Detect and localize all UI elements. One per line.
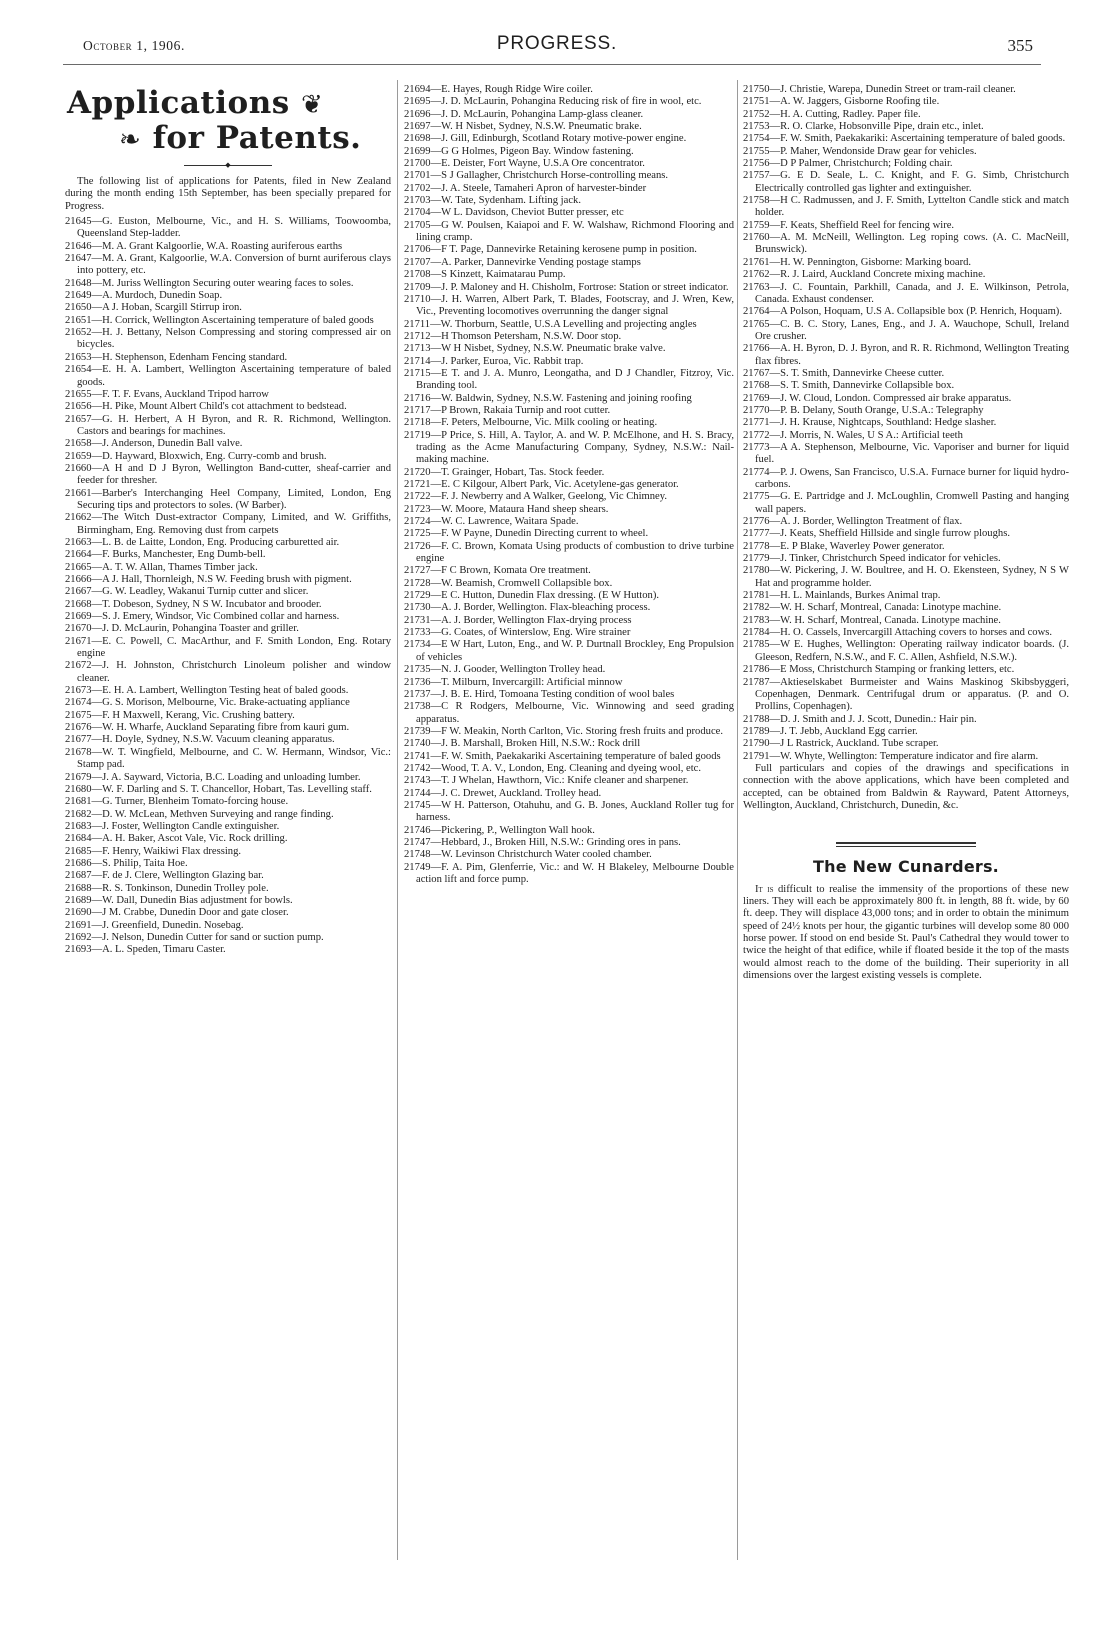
patent-entry: 21784—H. O. Cassels, Invercargill Attaching covers to horses and cows. (743, 627, 1053, 639)
header-rule (63, 64, 1041, 65)
patent-entry: 21720—T. Grainger, Hobart, Tas. Stock feeder. (404, 466, 605, 478)
patent-entry: 21710—J. H. Warren, Albert Park, T. Blades, Footscray, and J. Wren, Kew, Vic., Preventing locomotives overrunning the danger signal (404, 293, 734, 318)
patent-entry: 21690—J M. Crabbe, Dunedin Door and gate closer. (65, 907, 289, 919)
patent-entry: 21740—J. B. Marshall, Broken Hill, N.S.W.: Rock drill (404, 738, 641, 750)
patent-entry: 21721—E. C Kilgour, Albert Park, Vic. Acetylene-gas generator. (404, 479, 679, 490)
patent-entry: 21761—H. W. Pennington, Gisborne: Marking board. (743, 256, 972, 268)
patent-entry: 21676—W. H. Wharfe, Auckland Separating fibre from kauri gum. (65, 722, 350, 734)
patent-entry: 21747—Hebbard, J., Broken Hill, N.S.W.: Grinding ores in pans. (404, 836, 681, 848)
patent-entry: 21672—J. H. Johnston, Christchurch Linoleum polisher and window cleaner. (65, 660, 391, 684)
patent-entry: 21660—A H and D J Byron, Wellington Band-cutter, sheaf-carrier and feeder for thresher. (65, 462, 391, 487)
patent-entry: 21779—J. Tinker, Christchurch Speed indicator for vehicles. (743, 553, 1001, 565)
patent-entry: 21655—F. T. F. Evans, Auckland Tripod harrow (65, 388, 269, 400)
patent-entry: 21765—C. B. C. Story, Lanes, Eng., and J. A. Wauchope, Schull, Ireland Ore crusher. (743, 318, 1069, 342)
patent-entry: 21702—J. A. Steele, Tamaheri Apron of harvester-binder (404, 182, 647, 194)
patent-entry: 21752—H. A. Cutting, Radley. Paper file. (743, 108, 921, 120)
patent-entry: 21683—J. Foster, Wellington Candle extinguisher. (65, 820, 280, 832)
patent-entry: 21788—D. J. Smith and J. J. Scott, Dunedin.: Hair pin. (743, 713, 977, 725)
patent-entry: 21767—S. T. Smith, Dannevirke Cheese cutter. (743, 367, 945, 379)
patent-entry: 21652—H. J. Bettany, Nelson Compressing and storing compressed air on bicycles. (65, 327, 391, 351)
patent-entry: 21751—A. W. Jaggers, Gisborne Roofing tile. (743, 96, 940, 108)
intro-paragraph: The following list of applications for Patents, filed in New Zealand during the month ending 15th September, has been specially prepared for Progress. (65, 176, 391, 212)
cunarders-text: difficult to realise the immensity of the proportions of these new liners. They will each be approximately 800 ft. in length, 88 ft. wide, by 60 ft. deep. They will displace 43,000 tons; and in order to obtain the minimum speed of 24½ knots per hour, the gigantic turbines will develop some 80 000 horse power. If stood on end beside St. Paul's Cathedral they would tower to twice the height of that edifice, while if floated beside it the top of the masts would almost reach to the dome of the building. Their superiority in all dimensions over the largest existing vessels is complete. (743, 883, 1069, 982)
patent-entry: 21653—H. Stephenson, Edenham Fencing standard. (65, 351, 288, 363)
patent-entry: 21769—J. W. Cloud, London. Compressed air brake apparatus. (743, 392, 1012, 404)
column-2 (404, 84, 734, 886)
patent-entry: 21759—F. Keats, Sheffield Reel for fencing wire. (743, 219, 955, 231)
patent-entry: 21716—W. Baldwin, Sydney, N.S.W. Fastening and joining roofing (404, 392, 692, 404)
patent-entry: 21713—W H Nisbet, Sydney, N.S.W. Pneumatic brake valve. (404, 343, 666, 355)
patent-entry: 21768—S. T. Smith, Dannevirke Collapsible box. (743, 380, 955, 392)
patent-list-col2 (404, 84, 734, 886)
patent-entry: 21685—F. Henry, Waikiwi Flax dressing. (65, 845, 242, 857)
patent-entry: 21709—J. P. Maloney and H. Chisholm, Fortrose: Station or street indicator. (404, 281, 729, 293)
patent-entry: 21745—W H. Patterson, Otahuhu, and G. B. Jones, Auckland Roller tug for harness. (404, 799, 734, 824)
patent-entry: 21772—J. Morris, N. Wales, U S A.: Artificial teeth (743, 429, 963, 441)
patent-entry: 21689—W. Dall, Dunedin Bias adjustment for bowls. (65, 894, 293, 906)
patent-entry: 21686—S. Philip, Taita Hoe. (65, 857, 188, 869)
patent-entry: 21756—D P Palmer, Christchurch; Folding chair. (743, 158, 953, 170)
patent-entry: 21684—A. H. Baker, Ascot Vale, Vic. Rock drilling. (65, 833, 288, 845)
column-3 (743, 84, 1069, 982)
patent-entry: 21694—E. Hayes, Rough Ridge Wire coiler. (404, 84, 593, 95)
patent-entry: 21662—The Witch Dust-extractor Company, Limited, and W. Griffiths, Birmingham, Eng. Removing dust from carpets (65, 512, 391, 536)
patent-entry: 21664—F. Burks, Manchester, Eng Dumb-bell. (65, 549, 266, 561)
patent-entry: 21783—W. H. Scharf, Montreal, Canada. Linotype machine. (743, 614, 1001, 626)
patent-entry: 21743—T. J Whelan, Hawthorn, Vic.: Knife cleaner and sharpener. (404, 775, 689, 787)
patent-entry: 21658—J. Anderson, Dunedin Ball valve. (65, 438, 243, 450)
patent-entry: 21715—E T. and J. A. Munro, Leongatha, and D J Chandler, Fitzroy, Vic. Branding tool. (404, 367, 734, 392)
article-title (67, 87, 391, 157)
patent-entry: 21718—F. Peters, Melbourne, Vic. Milk cooling or heating. (404, 417, 658, 429)
patent-entry: 21661—Barber's Interchanging Heel Company, Limited, London, Eng Securing tips and protectors to soles. (W Barber). (65, 487, 391, 511)
cunarders-title: The New Cunarders. (813, 857, 999, 877)
patent-entry: 21737—J. B. E. Hird, Tomoana Testing condition of wool bales (404, 688, 675, 700)
patent-entry: 21646—M. A. Grant Kalgoorlie, W.A. Roasting auriferous earths (65, 240, 343, 252)
patent-entry: 21731—A. J. Border, Wellington Flax-drying process (404, 614, 632, 626)
patent-entry: 21654—E. H. A. Lambert, Wellington Ascertaining temperature of baled goods. (65, 364, 391, 388)
floral-ornament-icon: ❦ (300, 90, 324, 120)
patent-entry: 21668—T. Dobeson, Sydney, N S W. Incubator and brooder. (65, 598, 322, 610)
patent-entry: 21734—E W Hart, Luton, Eng., and W. P. Durtnall Brockley, Eng Propulsion of vehicles (404, 639, 734, 663)
patent-entry: 21744—J. C. Drewet, Auckland. Trolley head. (404, 787, 602, 799)
masthead-title: PROGRESS. (496, 33, 618, 54)
patent-entry: 21659—D. Hayward, Bloxwich, Eng. Curry-comb and brush. (65, 450, 327, 462)
patent-entry: 21754—F. W. Smith, Paekakariki: Ascertaining temperature of baled goods. (743, 133, 1066, 145)
patent-entry: 21706—F T. Page, Dannevirke Retaining kerosene pump in position. (404, 244, 697, 256)
patent-entry: 21687—F. de J. Clere, Wellington Glazing bar. (65, 870, 264, 882)
patent-entry: 21760—A. M. McNeill, Wellington. Leg roping cows. (A. C. MacNeill, Brunswick). (743, 232, 1069, 256)
patent-entry: 21789—J. T. Jebb, Auckland Egg carrier. (743, 725, 918, 737)
patent-entry: 21723—W. Moore, Mataura Hand sheep shears. (404, 503, 609, 515)
patent-entry: 21711—W. Thorburn, Seattle, U.S.A Levelling and projecting angles (404, 318, 697, 330)
patent-entry: 21753—R. O. Clarke, Hobsonville Pipe, drain etc., inlet. (743, 121, 984, 133)
patent-entry: 21671—E. C. Powell, C. MacArthur, and F. Smith London, Eng. Rotary engine (65, 635, 391, 660)
patent-entry: 21771—J. H. Krause, Nightcaps, Southland: Hedge slasher. (743, 417, 997, 429)
patent-entry: 21750—J. Christie, Warepa, Dunedin Street or tram-rail cleaner. (743, 84, 1016, 95)
patent-entry: 21656—H. Pike, Mount Albert Child's cot attachment to bedstead. (65, 401, 347, 413)
patent-entry: 21650—A J. Hoban, Scargill Stirrup iron. (65, 302, 242, 314)
patent-entry: 21705—G W. Poulsen, Kaiapoi and F. W. Walshaw, Richmond Flooring and lining cramp. (404, 219, 734, 244)
patent-entry: 21682—D. W. McLean, Methven Surveying and range finding. (65, 808, 334, 820)
patent-entry: 21691—J. Greenfield, Dunedin. Nosebag. (65, 919, 244, 931)
patent-entry: 21738—C R Rodgers, Melbourne, Vic. Winnowing and seed grading apparatus. (404, 701, 734, 725)
patent-entry: 21679—J. A. Sayward, Victoria, B.C. Loading and unloading lumber. (65, 771, 361, 783)
patent-entry: 21697—W. H Nisbet, Sydney, N.S.W. Pneumatic brake. (404, 121, 642, 133)
patent-entry: 21700—E. Deister, Fort Wayne, U.S.A Ore concentrator. (404, 158, 645, 170)
patent-entry: 21645—G. Euston, Melbourne, Vic., and H. S. Williams, Toowoomba, Queensland Step-ladder. (65, 216, 391, 240)
article-title-line-1: Applications (67, 85, 290, 121)
patent-entry: 21729—E C. Hutton, Dunedin Flax dressing. (E W Hutton). (404, 590, 660, 602)
patent-entry: 21699—G G Holmes, Pigeon Bay. Window fastening. (404, 145, 634, 157)
patent-entry: 21698—J. Gill, Edinburgh, Scotland Rotary motive-power engine. (404, 133, 687, 145)
patent-entry: 21665—A. T. W. Allan, Thames Timber jack. (65, 561, 258, 573)
patent-entry: 21782—W. H. Scharf, Montreal, Canada: Linotype machine. (743, 602, 1002, 614)
patent-entry: 21657—G. H. Herbert, A H Byron, and R. R. Richmond, Wellington. Castors and bearings for machines. (65, 413, 391, 437)
floral-ornament-icon: ❧ (119, 125, 142, 155)
patent-entry: 21775—G. E. Partridge and J. McLoughlin, Cromwell Pasting and hanging wall papers. (743, 491, 1069, 515)
patent-entry: 21749—F. A. Pim, Glenferrie, Vic.: and W. H Blakeley, Melbourne Double action lift and force pump. (404, 861, 734, 885)
patent-entry: 21736—T. Milburn, Invercargill: Artificial minnow (404, 676, 623, 688)
patent-entry: 21712—H Thomson Petersham, N.S.W. Door stop. (404, 330, 622, 342)
patent-entry: 21763—J. C. Fountain, Parkhill, Canada, and J. E. Wilkinson, Petrola, Canada. Exhaust condenser. (743, 281, 1069, 305)
patent-entry: 21703—W. Tate, Sydenham. Lifting jack. (404, 195, 581, 207)
patent-entry: 21678—W. T. Wingfield, Melbourne, and C. W. Hermann, Windsor, Vic.: Stamp pad. (65, 746, 391, 771)
patent-entry: 21666—A J. Hall, Thornleigh, N.S W. Feeding brush with pigment. (65, 574, 352, 585)
patent-entry: 21696—J. D. McLaurin, Pohangina Lamp-glass cleaner. (404, 108, 644, 120)
patent-entry: 21704—W L. Davidson, Cheviot Butter presser, etc (404, 207, 624, 219)
patent-entry: 21778—E. P Blake, Waverley Power generator. (743, 540, 945, 552)
patent-entry: 21742—Wood, T. A. V., London, Eng. Cleaning and dyeing wool, etc. (404, 762, 702, 774)
patent-entry: 21680—W. F. Darling and S. T. Chancellor, Hobart, Tas. Levelling staff. (65, 783, 372, 795)
patent-entry: 21770—P. B. Delany, South Orange, U.S.A.: Telegraphy (743, 404, 984, 416)
patent-entry: 21764—A Polson, Hoquam, U.S A. Collapsible box (P. Henrich, Hoquam). (743, 306, 1062, 318)
patent-entry: 21781—H. L. Mainlands, Burkes Animal trap. (743, 590, 941, 602)
patent-entry: 21735—N. J. Gooder, Wellington Trolley head. (404, 664, 606, 676)
column-1 (65, 84, 391, 957)
patent-entry: 21675—F. H Maxwell, Kerang, Vic. Crushing battery. (65, 709, 295, 721)
patent-entry: 21714—J. Parker, Euroa, Vic. Rabbit trap. (404, 355, 584, 367)
patent-entry: 21688—R. S. Tonkinson, Dunedin Trolley pole. (65, 882, 269, 894)
patent-entry: 21727—F C Brown, Komata Ore treatment. (404, 565, 591, 577)
patent-entry: 21774—P. J. Owens, San Francisco, U.S.A. Furnace burner for liquid hydro-carbons. (743, 466, 1069, 490)
patent-entry: 21681—G. Turner, Blenheim Tomato-forcing house. (65, 796, 289, 808)
patent-entry: 21701—S J Gallagher, Christchurch Horse-controlling means. (404, 170, 669, 182)
patent-entry: 21733—G. Coates, of Winterslow, Eng. Wire strainer (404, 627, 631, 639)
patent-entry: 21728—W. Beamish, Cromwell Collapsible box. (404, 577, 613, 589)
patent-entry: 21722—F. J. Newberry and A Walker, Geelong, Vic Chimney. (404, 491, 668, 503)
patent-list-col1 (65, 216, 391, 957)
patent-entry: 21670—J. D. McLaurin, Pohangina Toaster and griller. (65, 623, 299, 635)
patent-entry: 21695—J. D. McLaurin, Pohangina Reducing risk of fire in wool, etc. (404, 96, 702, 108)
patent-entry: 21674—G. S. Morison, Melbourne, Vic. Brake-actuating appliance (65, 697, 350, 709)
patent-entry: 21725—F. W Payne, Dunedin Directing current to wheel. (404, 528, 649, 540)
patent-entry: 21791—W. Whyte, Wellington: Temperature indicator and fire alarm. (743, 750, 1039, 762)
patent-entry: 21649—A. Murdoch, Dunedin Soap. (65, 290, 223, 302)
patent-entry: 21787—Aktieselskabet Burmeister and Wains Maskinog Skibsbyggeri, Copenhagen, Denmark. Centrifugal drum or apparatus. (P. and O. Prollins, Copenhagen). (743, 676, 1069, 713)
patent-entry: 21776—A. J. Border, Wellington Treatment of flax. (743, 516, 963, 528)
patent-entry: 21724—W. C. Lawrence, Waitara Spade. (404, 516, 579, 528)
patent-entry: 21708—S Kinzett, Kaimatarau Pump. (404, 269, 566, 281)
patent-entry: 21790—J L Rastrick, Auckland. Tube scraper. (743, 738, 939, 750)
patent-entry: 21663—L. B. de Laitte, London, Eng. Producing carburetted air. (65, 536, 340, 548)
issue-date: October 1, 1906. (83, 38, 185, 53)
column-divider (737, 80, 738, 1560)
patent-entry: 21762—R. J. Laird, Auckland Concrete mixing machine. (743, 269, 986, 281)
patent-entry: 21758—H C. Radmussen, and J. F. Smith, Lyttelton Candle stick and match holder. (743, 195, 1069, 219)
column-divider (397, 80, 398, 1560)
patent-entry: 21766—A. H. Byron, D. J. Byron, and R. R. Richmond, Wellington Treating flax fibres. (743, 343, 1069, 367)
patent-entry: 21692—J. Nelson, Dunedin Cutter for sand or suction pump. (65, 931, 324, 943)
section-rule (836, 846, 976, 847)
patent-entry: 21707—A. Parker, Dannevirke Vending postage stamps (404, 256, 641, 268)
patent-entry: 21651—H. Corrick, Wellington Ascertaining temperature of baled goods (65, 314, 374, 326)
patent-entry: 21693—A. L. Speden, Timaru Caster. (65, 944, 226, 956)
patent-entry: 21741—F. W. Smith, Paekakariki Ascertaining temperature of baled goods (404, 750, 721, 762)
patent-entry: 21739—F W. Meakin, North Carlton, Vic. Storing fresh fruits and produce. (404, 725, 724, 737)
patent-entry: 21677—H. Doyle, Sydney, N.S.W. Vacuum cleaning apparatus. (65, 734, 335, 746)
cunarders-lead: It is (755, 883, 774, 895)
patent-entry: 21673—E. H. A. Lambert, Wellington Testing heat of baled goods. (65, 685, 349, 697)
patent-entry: 21719—P Price, S. Hill, A. Taylor, A. and W. P. McElhone, and H. S. Bracy, trading as the Acme Manufacturing Company, Sydney, N.S.W.: Nail-making machine. (404, 429, 734, 466)
section-rule (836, 842, 976, 844)
patent-entry: 21780—W. Pickering, J. W. Boultree, and H. O. Ekensteen, Sydney, N S W Hat and programme holder. (743, 565, 1069, 589)
patent-entry: 21730—A. J. Border, Wellington. Flax-bleaching process. (404, 602, 651, 614)
cunarders-body (743, 884, 1069, 983)
closing-note: Full particulars and copies of the drawings and specifications in connection with the above applications, which have been completed and accepted, can be obtained from Baldwin & Rayward, Patent Attorneys, Wellington, Auckland, Christchurch, Dunedin, &c. (743, 762, 1069, 811)
patent-entry: 21746—Pickering, P., Wellington Wall hook. (404, 824, 595, 836)
patent-entry: 21748—W. Levinson Christchurch Water cooled chamber. (404, 849, 652, 861)
patent-entry: 21648—M. Juriss Wellington Securing outer wearing faces to soles. (65, 277, 354, 289)
patent-entry: 21773—A A. Stephenson, Melbourne, Vic. Vaporiser and burner for liquid fuel. (743, 441, 1069, 466)
patent-entry: 21669—S. J. Emery, Windsor, Vic Combined collar and harness. (65, 611, 340, 623)
patent-list-col3 (743, 84, 1069, 763)
patent-entry: 21757—G. E D. Seale, L. C. Knight, and F. G. Simb, Christchurch Electrically controlled gas lighter and extinguisher. (743, 170, 1069, 194)
patent-entry: 21777—J. Keats, Sheffield Hillside and single furrow ploughs. (743, 528, 1010, 540)
patent-entry: 21726—F. C. Brown, Komata Using products of combustion to drive turbine engine (404, 540, 734, 565)
patent-entry: 21786—E Moss, Christchurch Stamping or franking letters, etc. (743, 664, 1015, 676)
patent-entry: 21717—P Brown, Rakaia Turnip and root cutter. (404, 404, 611, 416)
patent-entry: 21755—P. Maher, Wendonside Draw gear for vehicles. (743, 145, 977, 157)
article-title-line-2: for Patents. (152, 120, 362, 156)
patent-entry: 21647—M. A. Grant, Kalgoorlie, W.A. Conversion of burnt auriferous clays into pottery, etc. (65, 253, 391, 277)
title-rule (184, 165, 272, 166)
patent-entry: 21667—G. W. Leadley, Wakanui Turnip cutter and slicer. (65, 586, 309, 598)
page-number: 355 (1007, 36, 1033, 55)
patent-entry: 21785—W E. Hughes, Wellington: Operating railway indicator boards. (J. Gleeson, Redfern, N.S.W., and F. C. Allen, Ashfield, N.S.W.). (743, 639, 1069, 663)
